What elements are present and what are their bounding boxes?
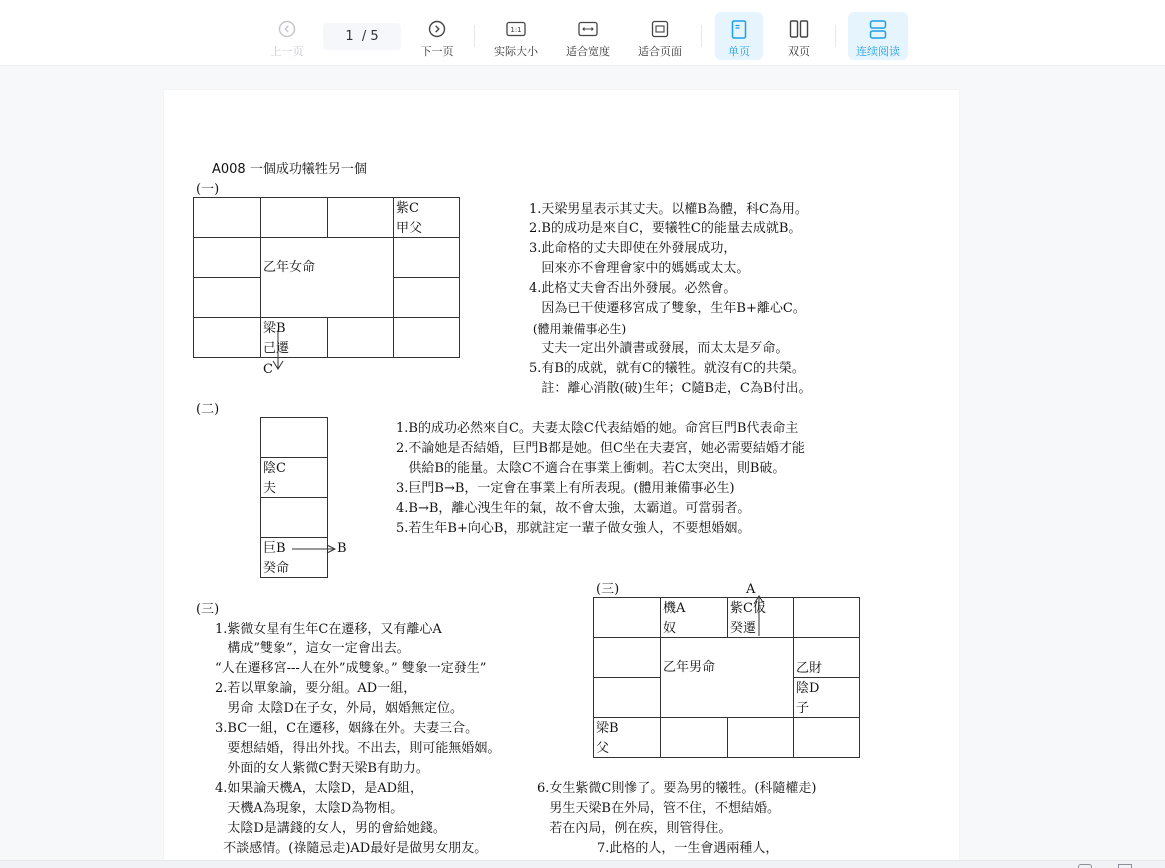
note-line: 2.B的成功是來自C，要犧牲C的能量去成就B。 bbox=[529, 221, 802, 236]
note-line: 4.如果論天機A，太陰D，是AD組， bbox=[215, 781, 424, 796]
cell-line: 夫 bbox=[263, 481, 277, 496]
chart-cell bbox=[593, 597, 661, 638]
note-line: 3.BC一組，C在遷移，姻緣在外。夫妻三合。 bbox=[215, 721, 479, 736]
arrow-label: C bbox=[263, 362, 273, 377]
section-heading-1: (一) bbox=[196, 182, 220, 197]
chart-cell bbox=[193, 197, 261, 238]
note-line: 要想結婚，得出外找。不出去，則可能無婚姻。 bbox=[215, 741, 501, 756]
cell-line: 紫C仮 bbox=[730, 601, 766, 616]
continuous-read-label: 连续阅读 bbox=[856, 45, 900, 58]
note-line: 5.有B的成就，就有C的犧牲。就沒有C的共榮。 bbox=[529, 361, 805, 376]
chart-cell bbox=[193, 277, 261, 318]
note-line: 4.B→B，離心洩生年的氣，故不會太強，太霸道。可當弱者。 bbox=[396, 501, 751, 516]
chart-cell bbox=[393, 317, 460, 358]
note-line: 不談感情。(祿隨忌走)AD最好是做男女朋友。 bbox=[215, 841, 488, 856]
chart-cell bbox=[327, 317, 394, 358]
arrow-label: A bbox=[746, 582, 756, 597]
next-page-label: 下一页 bbox=[420, 45, 454, 58]
note-line: 天機A為現象，太陰D為物相。 bbox=[215, 801, 404, 816]
chart-cell bbox=[260, 417, 328, 458]
note-line: 外面的女人紫微C對天梁B有助力。 bbox=[215, 761, 429, 776]
page-indicator: 1 / 5 bbox=[345, 29, 379, 44]
note-line: 太陰D是講錢的女人，男的會給她錢。 bbox=[215, 821, 446, 836]
chart-cell bbox=[393, 197, 460, 238]
cell-line: 癸命 bbox=[263, 561, 290, 576]
note-line: 2.若以單象論，要分組。AD一組， bbox=[215, 681, 417, 696]
note-line: 構成”雙象”，這女一定會出去。 bbox=[215, 641, 410, 656]
chart-center-label: 乙年女命 bbox=[263, 260, 316, 275]
note-line: 1.紫微女星有生年C在遷移，又有離心A bbox=[215, 622, 442, 637]
arrow-right-icon bbox=[292, 542, 338, 556]
cell-line: 奴 bbox=[663, 621, 677, 636]
chart-cell bbox=[260, 497, 328, 538]
chart-cell bbox=[593, 637, 661, 678]
prev-page-label: 上一页 bbox=[270, 45, 304, 58]
note-line: 男命 太陰D在子女，外局，姻婚無定位。 bbox=[215, 701, 463, 716]
cell-line: 陰C bbox=[263, 461, 286, 476]
chart-cell bbox=[193, 237, 261, 278]
single-page-label: 单页 bbox=[728, 45, 750, 58]
note-line: 男生天梁B在外局，管不住，不想結婚。 bbox=[537, 801, 780, 816]
chart-cell bbox=[393, 277, 460, 318]
note-line: 1.B的成功必然來自C。夫妻太陰C代表結婚的她。命宮巨門B代表命主 bbox=[396, 421, 799, 436]
chart-cell bbox=[660, 597, 728, 638]
chart-center-label: 乙年男命 bbox=[663, 660, 716, 675]
fit-page-label: 适合页面 bbox=[638, 45, 682, 58]
fit-width-label: 适合宽度 bbox=[566, 45, 610, 58]
cell-line: 癸遷 bbox=[730, 621, 757, 636]
layout-icon[interactable] bbox=[1118, 864, 1132, 868]
chart-cell bbox=[660, 717, 728, 758]
chart-cell bbox=[793, 597, 860, 638]
chart-center bbox=[660, 637, 794, 718]
chart-cell bbox=[727, 717, 794, 758]
section-heading-2: (二) bbox=[196, 402, 220, 417]
note-line: 5.若生年B+向心B，那就註定一輩子做女強人，不要想婚姻。 bbox=[396, 521, 751, 536]
double-page-label: 双页 bbox=[788, 45, 810, 58]
note-line: “人在遷移宮---人在外”成雙象。” 雙象一定發生” bbox=[215, 661, 487, 676]
note-line: 2.不論她是否結婚，巨門B都是她。但C坐在夫妻宮，她必需要結婚才能 bbox=[396, 441, 805, 456]
note-line: (體用兼備事必生) bbox=[529, 322, 627, 336]
chart-3-heading: (三) bbox=[596, 582, 620, 597]
note-line: 回來亦不會理會家中的媽媽或太太。 bbox=[529, 261, 750, 276]
cell-line: 梁B bbox=[263, 321, 286, 336]
cell-line: 乙財 bbox=[796, 661, 823, 676]
chart-cell bbox=[193, 317, 261, 358]
svg-text:1:1: 1:1 bbox=[510, 26, 522, 34]
chart-cell bbox=[593, 677, 661, 718]
cell-line: 父 bbox=[596, 741, 610, 756]
note-line: 6.女生紫微C則慘了。要為男的犧牲。(科隨權走) bbox=[537, 781, 817, 796]
chart-center bbox=[260, 237, 394, 318]
note-line: 若在內局，例在疾，則管得住。 bbox=[537, 821, 732, 836]
cell-line: 梁B bbox=[596, 721, 619, 736]
section-heading-3: (三) bbox=[196, 602, 220, 617]
chart-cell bbox=[260, 197, 328, 238]
note-line: 4.此格丈夫會否出外發展。必然會。 bbox=[529, 281, 737, 296]
note-line: 3.此命格的丈夫即使在外發展成功， bbox=[529, 241, 737, 256]
arrow-up-icon bbox=[751, 594, 767, 638]
cell-line: 紫C bbox=[396, 201, 419, 216]
cell-line: 機A bbox=[663, 601, 686, 616]
arrow-label: B bbox=[337, 541, 347, 556]
note-line: 註：離心消散(破)生年；C隨B走，C為B付出。 bbox=[529, 381, 812, 396]
zoom-out-icon[interactable] bbox=[1078, 864, 1092, 868]
cell-line: 陰D bbox=[796, 681, 820, 696]
chart-cell bbox=[793, 717, 860, 758]
chart-cell bbox=[593, 717, 661, 758]
chart-cell bbox=[327, 197, 394, 238]
note-line: 因為已干使遷移宮成了雙象，生年B+離心C。 bbox=[529, 301, 806, 316]
chart-cell bbox=[393, 237, 460, 278]
cell-line: 巨B bbox=[263, 541, 286, 556]
note-line: 丈夫一定出外讀書或發展，而太太是歹命。 bbox=[529, 341, 789, 356]
cell-line: 甲父 bbox=[396, 221, 423, 236]
cell-line: 己遷 bbox=[263, 341, 290, 356]
bottom-status-bar bbox=[0, 860, 1165, 868]
document-title: A008 一個成功犧牲另一個 bbox=[212, 162, 367, 177]
chart-cell bbox=[793, 637, 860, 678]
note-line: 1.天梁男星表示其丈夫。以權B為體，科C為用。 bbox=[529, 202, 808, 217]
note-line: 7.此格的人，一生會遇兩種人， bbox=[597, 841, 779, 856]
cell-line: 子 bbox=[796, 701, 810, 716]
chart-cell bbox=[793, 677, 860, 718]
chart-cell bbox=[260, 457, 328, 498]
note-line: 供給B的能量。太陰C不適合在事業上衝刺。若C太突出，則B破。 bbox=[396, 461, 786, 476]
actual-size-label: 实际大小 bbox=[494, 45, 538, 58]
note-line: 3.巨門B→B，一定會在事業上有所表現。(體用兼備事必生) bbox=[396, 481, 735, 496]
